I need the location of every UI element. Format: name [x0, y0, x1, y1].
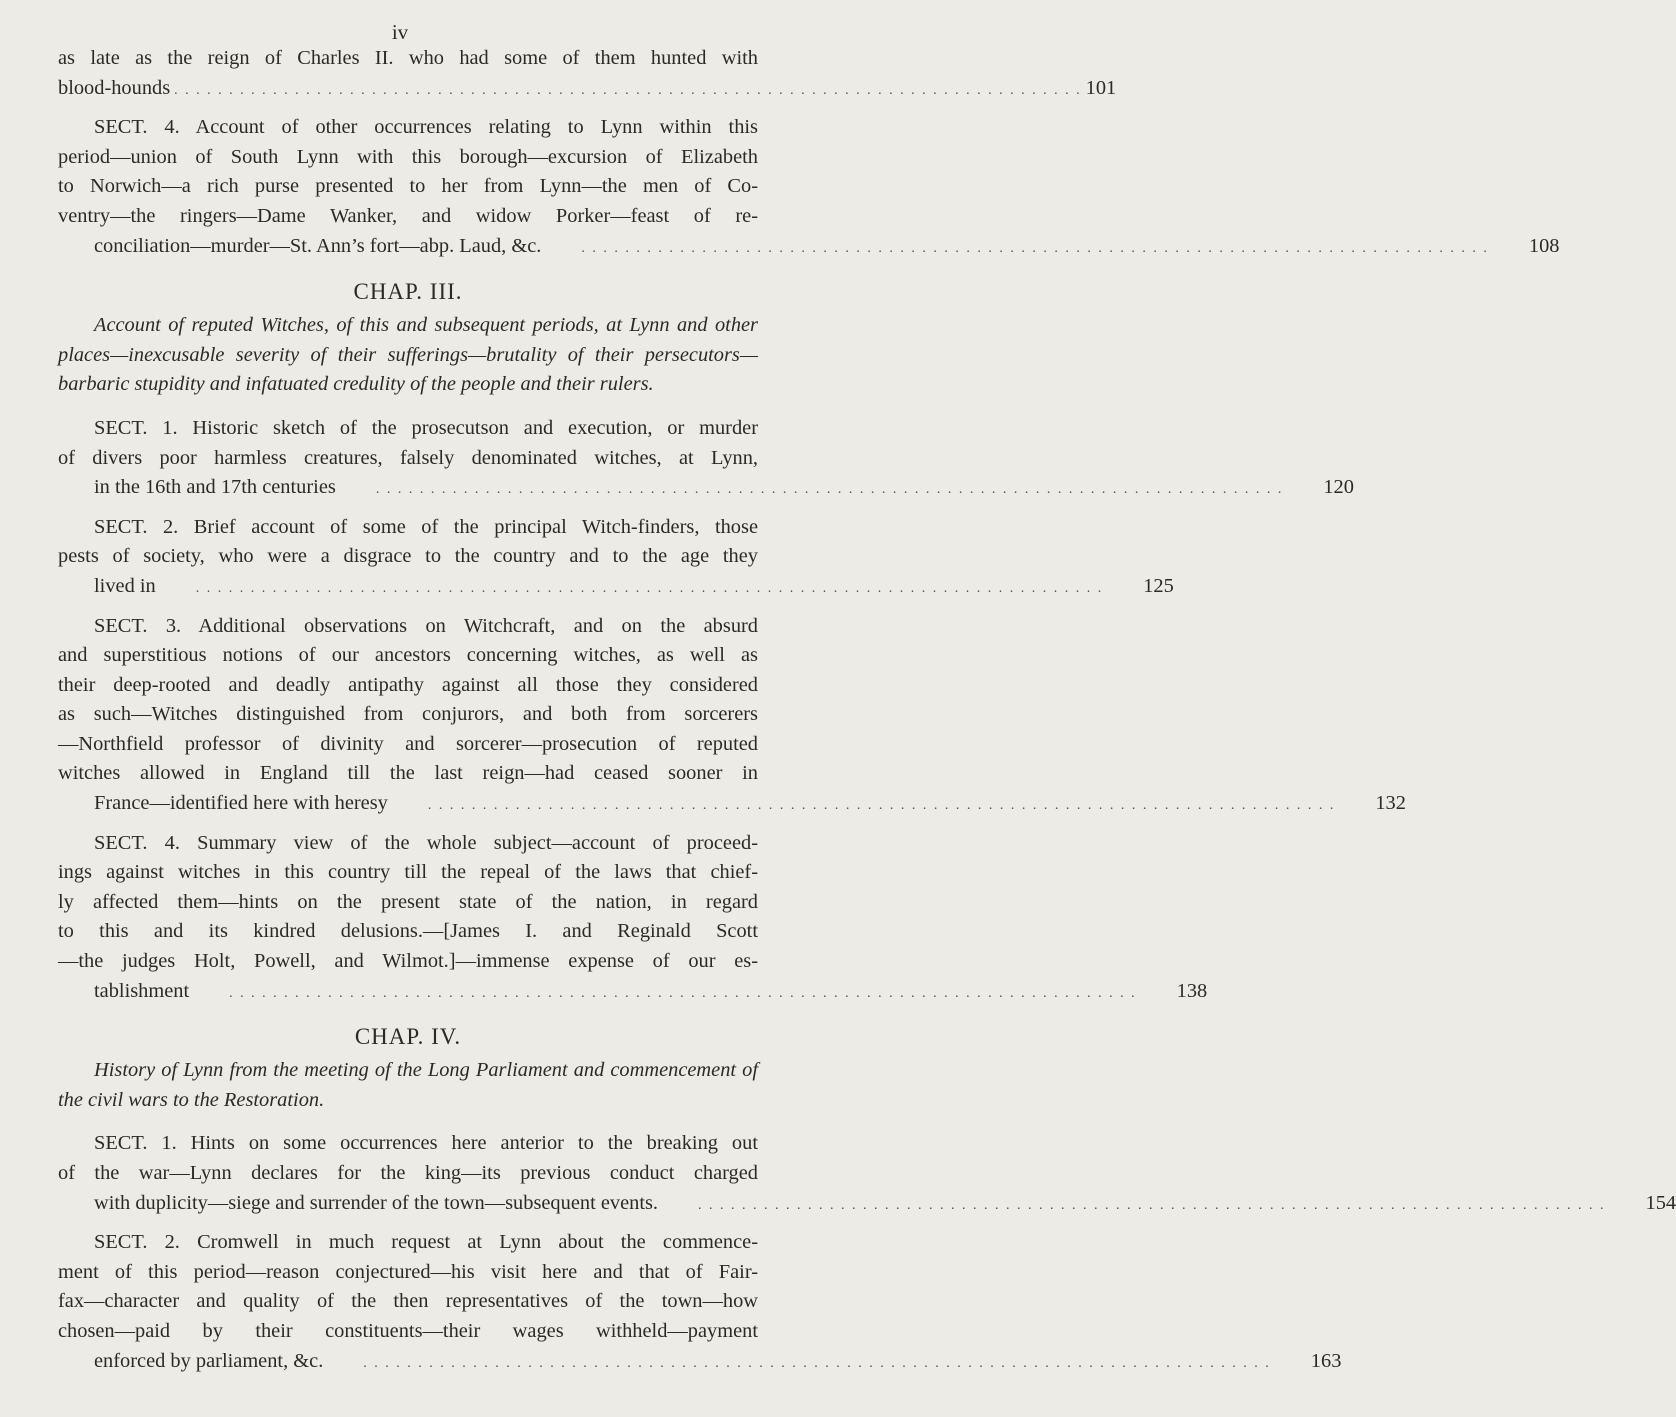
chapter-heading: CHAP. III.	[353, 279, 463, 305]
entry-line: to Norwich—a rich purse presented to her from Lynn—the men of Co-	[58, 175, 758, 198]
page-reference: 120	[1323, 476, 1354, 499]
entry-line: of divers poor harmless creatures, falsely denominated witches, at Lynn,	[58, 446, 758, 469]
entry-final-line	[58, 1189, 1676, 1221]
leader-dots: . . . . . . . . . . . . . . . . . . . . . . . . . . . . . . . . . . . . . . . . . . . . . . . . . . . . . . . . . . . . . . . . . . . . . . . . . . . . . . . . . . .	[363, 1355, 1271, 1371]
entry-line: witches allowed in England till the last reign—had ceased sooner in	[58, 762, 758, 785]
page-reference: 154	[1645, 1191, 1676, 1214]
leader-dots: . . . . . . . . . . . . . . . . . . . . . . . . . . . . . . . . . . . . . . . . . . . . . . . . . . . . . . . . . . . . . . . . . . . . . . . . . . . . . . . . . . .	[195, 580, 1104, 596]
entry-line: —Northfield professor of divinity and sorcerer—prosecution of reputed	[58, 732, 758, 755]
chapter-description: Account of reputed Witches, of this and subsequent periods, at Lynn and other places—inexcusable severity of their sufferings—brutality of their persecutors—barbaric stupidity and infatuated credulity of the people and their rulers.	[58, 314, 758, 396]
entry-final-line	[58, 74, 1117, 106]
entry-line: SECT. 3. Additional observations on Witchcraft, and on the absurd	[94, 614, 758, 637]
leader-dots: . . . . . . . . . . . . . . . . . . . . . . . . . . . . . . . . . . . . . . . . . . . . . . . . . . . . . . . . . . . . . . . . . . . . . . . . . . . . . . . . . . .	[375, 482, 1284, 498]
entry-final-text: blood-hounds	[58, 76, 171, 99]
entry-line: ventry—the ringers—Dame Wanker, and widow Porker—feast of re-	[58, 204, 758, 227]
entry-final-text: conciliation—murder—St. Ann’s fort—abp. Laud, &c.	[94, 234, 542, 257]
section-entry	[58, 1129, 1676, 1220]
entry-line: to this and its kindred delusions.—[James I. and Reginald Scott	[58, 920, 758, 943]
entry-line: SECT. 1. Hints on some occurrences here anterior to the breaking out	[94, 1132, 758, 1155]
entry-line: period—union of South Lynn with this borough—excursion of Elizabeth	[58, 145, 758, 168]
entry-line: fax—character and quality of the then representatives of the town—how	[58, 1290, 758, 1313]
page-number: iv	[391, 20, 409, 44]
entry-line: —the judges Holt, Powell, and Wilmot.]—immense expense of our es-	[58, 950, 758, 973]
leader-dots: . . . . . . . . . . . . . . . . . . . . . . . . . . . . . . . . . . . . . . . . . . . . . . . . . . . . . . . . . . . . . . . . . . . . . . . . . . . . . . . . . . .	[698, 1197, 1606, 1213]
entry-line: as such—Witches distinguished from conjurors, and both from sorcerers	[58, 703, 758, 726]
entry-final-text: in the 16th and 17th centuries	[94, 476, 336, 499]
entry-line: SECT. 4. Summary view of the whole subject—account of proceed-	[94, 831, 758, 854]
entry-line: pests of society, who were a disgrace to the country and to the age they	[58, 545, 758, 568]
entry-line: ment of this period—reason conjectured—his visit here and that of Fair-	[58, 1260, 758, 1283]
leader-dots: . . . . . . . . . . . . . . . . . . . . . . . . . . . . . . . . . . . . . . . . . . . . . . . . . . . . . . . . . . . . . . . . . . . . . . . . . . . . . . . . . . .	[229, 985, 1137, 1001]
entry-final-text: tablishment	[94, 979, 190, 1002]
leader-dots: . . . . . . . . . . . . . . . . . . . . . . . . . . . . . . . . . . . . . . . . . . . . . . . . . . . . . . . . . . . . . . . . . . . . . . . . . . . . . . . . . . .	[581, 240, 1489, 256]
entry-line: SECT. 2. Brief account of some of the principal Witch-finders, those	[94, 515, 758, 538]
section-entry	[58, 414, 1354, 505]
entry-line: and superstitious notions of our ancestors concerning witches, as well as	[58, 644, 758, 667]
entry-final-text: with duplicity—siege and surrender of the town—subsequent events.	[94, 1191, 659, 1214]
entry-final-line	[58, 977, 1208, 1009]
entry-line: chosen—paid by their constituents—their wages withheld—payment	[58, 1319, 758, 1342]
chapter-description: History of Lynn from the meeting of the Long Parliament and commencement of the civil wars to the Restoration.	[58, 1059, 758, 1111]
entry-line: SECT. 2. Cromwell in much request at Lynn about the commence-	[94, 1231, 758, 1254]
entry-line: as late as the reign of Charles II. who had some of them hunted with	[58, 47, 758, 69]
section-entry	[58, 612, 1406, 821]
page-reference: 101	[1085, 76, 1117, 99]
entry-final-text: lived in	[94, 574, 156, 597]
section-entry	[58, 513, 1174, 604]
entry-final-line	[58, 1347, 1342, 1379]
continued-entry	[58, 44, 1117, 105]
entry-final-line	[58, 232, 1560, 264]
leader-dots: . . . . . . . . . . . . . . . . . . . . . . . . . . . . . . . . . . . . . . . . . . . . . . . . . . . . . . . . . . . . . . . . . . . . . . . . . . . . . . . . . . .	[427, 798, 1336, 814]
entry-final-line	[58, 789, 1406, 821]
entry-line: ly affected them—hints on the present state of the nation, in regard	[58, 890, 758, 913]
entry-final-line	[58, 473, 1354, 505]
entry-final-text: France—identified here with heresy	[94, 792, 388, 815]
page-reference: 125	[1143, 574, 1174, 597]
section-entry	[58, 113, 1560, 263]
entry-line: of the war—Lynn declares for the king—its previous conduct charged	[58, 1162, 758, 1184]
entry-final-line	[58, 572, 1174, 604]
page-reference: 163	[1310, 1349, 1342, 1372]
page-reference: 132	[1375, 792, 1406, 815]
leader-dots: . . . . . . . . . . . . . . . . . . . . . . . . . . . . . . . . . . . . . . . . . . . . . . . . . . . . . . . . . . . . . . . . . . . . . . . . . . . . . . . . . . .	[174, 82, 1082, 98]
entry-line: their deep-rooted and deadly antipathy against all those they considered	[58, 673, 758, 696]
entry-line: SECT. 1. Historic sketch of the prosecutson and execution, or murder	[94, 416, 758, 439]
page-reference: 108	[1528, 234, 1560, 257]
page-reference: 138	[1176, 979, 1208, 1002]
table-of-contents	[58, 44, 1676, 1386]
chapter-heading: CHAP. IV.	[354, 1024, 462, 1050]
section-entry	[58, 829, 1208, 1009]
entry-final-text: enforced by parliament, &c.	[94, 1349, 324, 1372]
entry-line: ings against witches in this country till the repeal of the laws that chief-	[58, 861, 758, 884]
entry-line: SECT. 4. Account of other occurrences relating to Lynn within this	[94, 116, 758, 139]
section-entry	[58, 1228, 1342, 1378]
